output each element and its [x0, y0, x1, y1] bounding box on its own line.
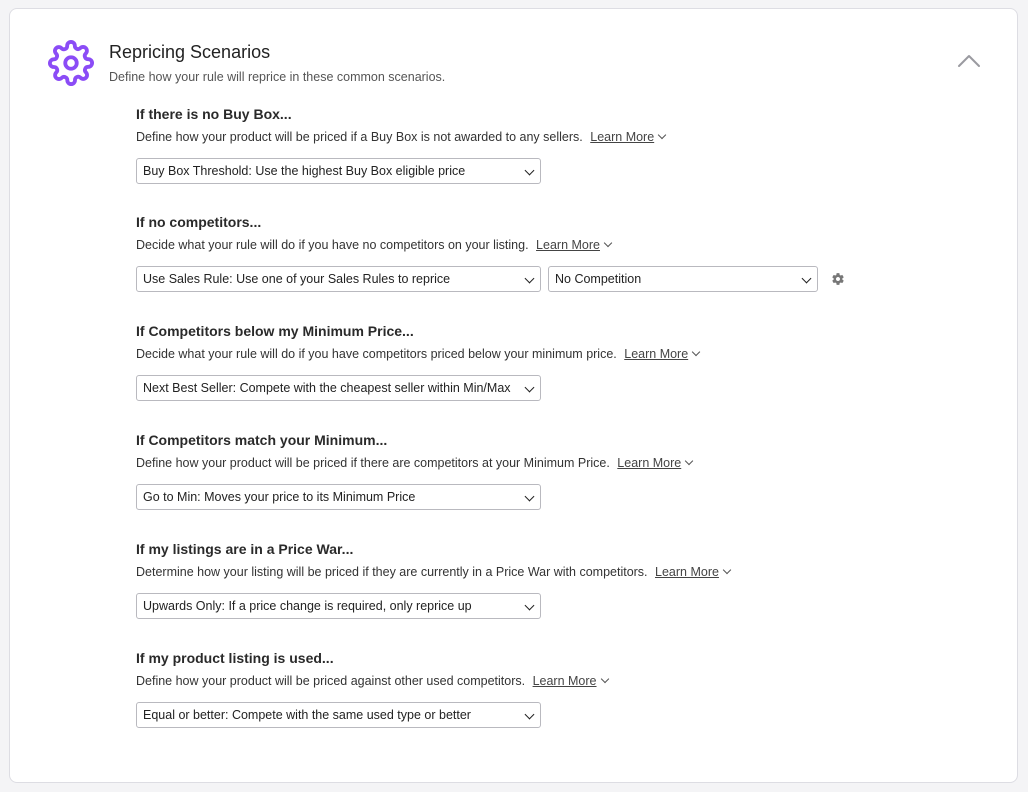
- scenario-title: If Competitors match your Minimum...: [136, 432, 388, 448]
- no-competitors-select[interactable]: [136, 266, 541, 292]
- scenario-controls: [136, 593, 896, 619]
- scenario-title: If Competitors below my Minimum Price...: [136, 323, 414, 339]
- scenario-controls: [136, 484, 896, 510]
- learn-more-label: Learn More: [617, 456, 682, 470]
- learn-more-link[interactable]: [624, 347, 699, 361]
- repricing-scenarios-card: [9, 8, 1018, 783]
- learn-more-label: Learn More: [590, 130, 655, 144]
- price-war-select[interactable]: [136, 593, 541, 619]
- select-value: No Competition: [555, 272, 642, 286]
- scenario-title: If my listings are in a Price War...: [136, 541, 354, 557]
- scenario-controls: [136, 702, 896, 728]
- learn-more-link[interactable]: [590, 130, 665, 144]
- chevron-down-icon: [604, 239, 612, 247]
- no-buy-box-select[interactable]: [136, 158, 541, 184]
- scenario-title: If no competitors...: [136, 214, 262, 230]
- chevron-down-icon: [723, 566, 731, 574]
- chevron-down-icon: [658, 131, 666, 139]
- learn-more-link[interactable]: [536, 238, 611, 252]
- chevron-down-icon: [692, 348, 700, 356]
- learn-more-label: Learn More: [624, 347, 689, 361]
- scenario-description: [136, 237, 896, 253]
- scenario-controls: [136, 375, 896, 401]
- learn-more-link[interactable]: [617, 456, 692, 470]
- chevron-down-icon: [525, 601, 535, 611]
- scenario-description-text: Determine how your listing will be priced if they are currently in a Price War with competitors.: [136, 565, 648, 579]
- sales-rule-select[interactable]: [548, 266, 818, 292]
- gear-icon: [48, 40, 94, 86]
- select-value: Go to Min: Moves your price to its Minimum Price: [143, 490, 416, 504]
- learn-more-link[interactable]: [655, 565, 730, 579]
- scenario-match-minimum: [136, 431, 896, 510]
- scenario-description: [136, 346, 896, 362]
- chevron-down-icon: [525, 274, 535, 284]
- learn-more-label: Learn More: [536, 238, 600, 252]
- scenario-no-competitors: [136, 213, 896, 292]
- match-minimum-select[interactable]: [136, 484, 541, 510]
- page-title: Repricing Scenarios: [109, 42, 271, 62]
- scenario-description: [136, 129, 896, 145]
- below-minimum-select[interactable]: [136, 375, 541, 401]
- chevron-down-icon: [802, 274, 812, 284]
- scenario-description-text: Define how your product will be priced if a Buy Box is not awarded to any sellers.: [136, 130, 583, 144]
- scenario-description-text: Decide what your rule will do if you have competitors priced below your minimum price.: [136, 347, 617, 361]
- scenario-controls: [136, 158, 896, 184]
- settings-gear-icon[interactable]: [831, 272, 845, 286]
- scenario-title: If my product listing is used...: [136, 650, 334, 666]
- scenario-description-text: Decide what your rule will do if you have no competitors on your listing.: [136, 238, 529, 252]
- scenario-price-war: [136, 540, 896, 619]
- select-value: Use Sales Rule: Use one of your Sales Rules to reprice: [143, 272, 451, 286]
- chevron-down-icon: [525, 710, 535, 720]
- select-value: Next Best Seller: Compete with the cheapest seller within Min/Max: [143, 381, 511, 395]
- scenario-no-buy-box: [136, 105, 896, 184]
- learn-more-label: Learn More: [532, 674, 597, 688]
- select-value: Upwards Only: If a price change is required, only reprice up: [143, 599, 472, 613]
- scenario-description-text: Define how your product will be priced against other used competitors.: [136, 674, 526, 688]
- chevron-down-icon: [685, 457, 693, 465]
- page-subtitle: Define how your rule will reprice in these common scenarios.: [109, 70, 446, 84]
- chevron-up-icon[interactable]: [955, 51, 983, 71]
- scenario-description: [136, 455, 896, 471]
- scenario-title: If there is no Buy Box...: [136, 106, 292, 122]
- scenario-below-minimum: [136, 322, 896, 401]
- scenario-description-text: Define how your product will be priced if there are competitors at your Minimum Price.: [136, 456, 610, 470]
- select-value: Equal or better: Compete with the same used type or better: [143, 708, 471, 722]
- scenario-description: [136, 564, 896, 580]
- scenario-controls: [136, 266, 896, 292]
- chevron-down-icon: [600, 675, 608, 683]
- learn-more-label: Learn More: [655, 565, 719, 579]
- chevron-down-icon: [525, 492, 535, 502]
- scenario-used-listing: [136, 649, 896, 728]
- scenario-description: [136, 673, 896, 689]
- used-listing-select[interactable]: [136, 702, 541, 728]
- select-value: Buy Box Threshold: Use the highest Buy Box eligible price: [143, 164, 466, 178]
- chevron-down-icon: [525, 166, 535, 176]
- learn-more-link[interactable]: [533, 674, 608, 688]
- chevron-down-icon: [525, 383, 535, 393]
